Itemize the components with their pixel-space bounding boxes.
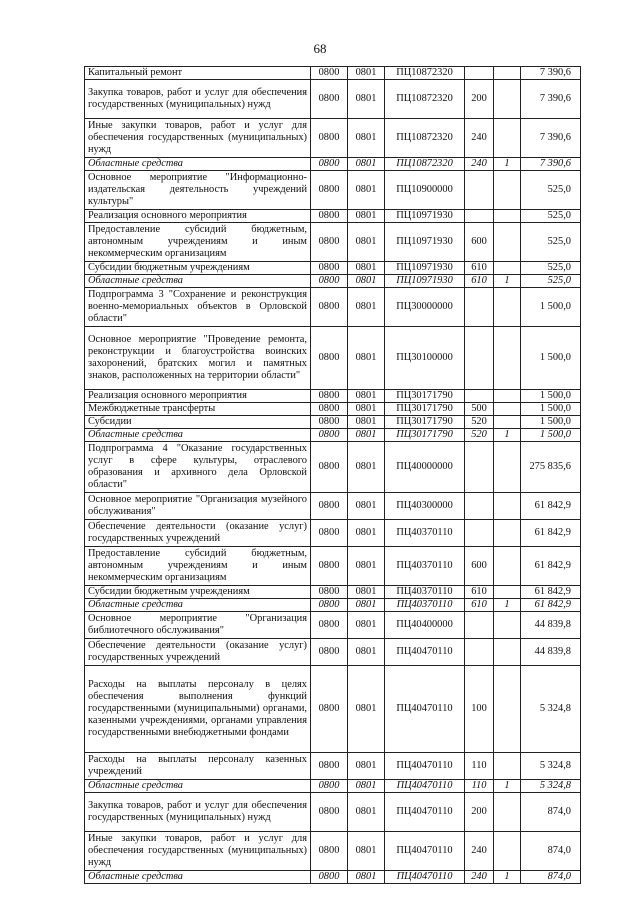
funding-source-code	[494, 753, 521, 780]
expense-type-code: 520	[465, 429, 494, 442]
subsection-code: 0801	[348, 442, 385, 493]
table-row	[85, 80, 581, 119]
funding-source-code: 1	[494, 158, 521, 171]
funding-source-code: 1	[494, 599, 521, 612]
target-article-code: ПЦ10971930	[385, 262, 465, 275]
target-article-code: ПЦ10872320	[385, 119, 465, 158]
amount: 525,0	[521, 171, 581, 210]
row-name: Подпрограмма 3 "Сохранение и реконструкция военно-мемориальных объектов в Орловской области"	[85, 288, 311, 327]
row-name: Областные средства	[85, 871, 311, 884]
amount: 874,0	[521, 832, 581, 871]
amount: 1 500,0	[521, 403, 581, 416]
row-name: Областные средства	[85, 158, 311, 171]
subsection-code: 0801	[348, 780, 385, 793]
subsection-code: 0801	[348, 612, 385, 639]
amount: 7 390,6	[521, 158, 581, 171]
table-row	[85, 158, 581, 171]
section-code: 0800	[311, 403, 348, 416]
expense-type-code	[465, 493, 494, 520]
section-code: 0800	[311, 288, 348, 327]
expense-type-code: 240	[465, 871, 494, 884]
target-article-code: ПЦ40470110	[385, 639, 465, 666]
expense-type-code	[465, 520, 494, 547]
amount: 874,0	[521, 793, 581, 832]
row-name: Капитальный ремонт	[85, 67, 311, 80]
target-article-code: ПЦ10872320	[385, 158, 465, 171]
expense-type-code: 600	[465, 547, 494, 586]
table-row	[85, 547, 581, 586]
table-row	[85, 793, 581, 832]
row-name: Предоставление субсидий бюджетным, автономным учреждениям и иным некоммерческим организациям	[85, 223, 311, 262]
row-name: Субсидии бюджетным учреждениям	[85, 262, 311, 275]
target-article-code: ПЦ40370110	[385, 547, 465, 586]
row-name: Закупка товаров, работ и услуг для обеспечения государственных (муниципальных) нужд	[85, 80, 311, 119]
expense-type-code	[465, 390, 494, 403]
table-row	[85, 753, 581, 780]
funding-source-code	[494, 210, 521, 223]
row-name: Основное мероприятие "Информационно-издательская деятельность учреждений культуры"	[85, 171, 311, 210]
subsection-code: 0801	[348, 275, 385, 288]
target-article-code: ПЦ30171790	[385, 390, 465, 403]
table-row	[85, 403, 581, 416]
table-row	[85, 429, 581, 442]
row-name: Расходы на выплаты персоналу в целях обеспечения выполнения функций государственными (муниципальными) органами, казенными учреждениями, органами управления государственными внебюджетными фондами	[85, 666, 311, 753]
row-name: Областные средства	[85, 780, 311, 793]
funding-source-code	[494, 403, 521, 416]
expense-type-code: 520	[465, 416, 494, 429]
expense-type-code: 240	[465, 832, 494, 871]
row-name: Реализация основного мероприятия	[85, 210, 311, 223]
section-code: 0800	[311, 547, 348, 586]
row-name: Подпрограмма 4 "Оказание государственных услуг в сфере культуры, отраслевого образования и архивного дела Орловской области"	[85, 442, 311, 493]
subsection-code: 0801	[348, 327, 385, 390]
target-article-code: ПЦ40470110	[385, 871, 465, 884]
target-article-code: ПЦ30000000	[385, 288, 465, 327]
target-article-code: ПЦ30100000	[385, 327, 465, 390]
row-name: Основное мероприятие "Проведение ремонта, реконструкции и благоустройства воинских захоронений, братских могил и памятных знаков, расположенных на территории области"	[85, 327, 311, 390]
funding-source-code	[494, 80, 521, 119]
subsection-code: 0801	[348, 871, 385, 884]
subsection-code: 0801	[348, 67, 385, 80]
subsection-code: 0801	[348, 288, 385, 327]
funding-source-code	[494, 327, 521, 390]
funding-source-code: 1	[494, 780, 521, 793]
expense-type-code: 240	[465, 119, 494, 158]
subsection-code: 0801	[348, 171, 385, 210]
table-row	[85, 416, 581, 429]
table-row	[85, 67, 581, 80]
table-row	[85, 612, 581, 639]
target-article-code: ПЦ40000000	[385, 442, 465, 493]
table-row	[85, 639, 581, 666]
table-row	[85, 275, 581, 288]
row-name: Областные средства	[85, 429, 311, 442]
amount: 5 324,8	[521, 753, 581, 780]
amount: 1 500,0	[521, 429, 581, 442]
amount: 525,0	[521, 210, 581, 223]
row-name: Закупка товаров, работ и услуг для обеспечения государственных (муниципальных) нужд	[85, 793, 311, 832]
section-code: 0800	[311, 832, 348, 871]
target-article-code: ПЦ40370110	[385, 586, 465, 599]
table-row	[85, 442, 581, 493]
target-article-code: ПЦ10971930	[385, 210, 465, 223]
table-row	[85, 599, 581, 612]
expense-type-code: 240	[465, 158, 494, 171]
funding-source-code	[494, 288, 521, 327]
row-name: Иные закупки товаров, работ и услуг для обеспечения государственных (муниципальных) нужд	[85, 119, 311, 158]
target-article-code: ПЦ30171790	[385, 403, 465, 416]
funding-source-code	[494, 586, 521, 599]
target-article-code: ПЦ40470110	[385, 753, 465, 780]
amount: 525,0	[521, 262, 581, 275]
section-code: 0800	[311, 262, 348, 275]
amount: 1 500,0	[521, 327, 581, 390]
target-article-code: ПЦ40470110	[385, 780, 465, 793]
subsection-code: 0801	[348, 429, 385, 442]
amount: 1 500,0	[521, 288, 581, 327]
funding-source-code: 1	[494, 871, 521, 884]
expense-type-code: 110	[465, 780, 494, 793]
funding-source-code	[494, 262, 521, 275]
subsection-code: 0801	[348, 223, 385, 262]
table-row	[85, 288, 581, 327]
funding-source-code	[494, 639, 521, 666]
subsection-code: 0801	[348, 599, 385, 612]
funding-source-code	[494, 390, 521, 403]
expense-type-code	[465, 639, 494, 666]
funding-source-code	[494, 416, 521, 429]
funding-source-code	[494, 493, 521, 520]
row-name: Обеспечение деятельности (оказание услуг) государственных учреждений	[85, 520, 311, 547]
expense-type-code: 610	[465, 275, 494, 288]
funding-source-code	[494, 223, 521, 262]
budget-table-body	[85, 67, 581, 884]
expense-type-code: 110	[465, 753, 494, 780]
amount: 44 839,8	[521, 639, 581, 666]
funding-source-code	[494, 547, 521, 586]
table-row	[85, 586, 581, 599]
amount: 61 842,9	[521, 586, 581, 599]
amount: 874,0	[521, 871, 581, 884]
section-code: 0800	[311, 223, 348, 262]
subsection-code: 0801	[348, 403, 385, 416]
target-article-code: ПЦ30171790	[385, 416, 465, 429]
section-code: 0800	[311, 599, 348, 612]
section-code: 0800	[311, 327, 348, 390]
funding-source-code	[494, 171, 521, 210]
target-article-code: ПЦ40370110	[385, 599, 465, 612]
section-code: 0800	[311, 158, 348, 171]
expense-type-code: 200	[465, 80, 494, 119]
row-name: Основное мероприятие "Организация библиотечного обслуживания"	[85, 612, 311, 639]
target-article-code: ПЦ40400000	[385, 612, 465, 639]
funding-source-code	[494, 793, 521, 832]
section-code: 0800	[311, 793, 348, 832]
subsection-code: 0801	[348, 586, 385, 599]
expense-type-code	[465, 612, 494, 639]
amount: 61 842,9	[521, 547, 581, 586]
target-article-code: ПЦ10971930	[385, 223, 465, 262]
section-code: 0800	[311, 442, 348, 493]
funding-source-code	[494, 666, 521, 753]
amount: 1 500,0	[521, 390, 581, 403]
subsection-code: 0801	[348, 158, 385, 171]
table-row	[85, 666, 581, 753]
section-code: 0800	[311, 612, 348, 639]
section-code: 0800	[311, 67, 348, 80]
funding-source-code: 1	[494, 429, 521, 442]
target-article-code: ПЦ10872320	[385, 80, 465, 119]
row-name: Реализация основного мероприятия	[85, 390, 311, 403]
subsection-code: 0801	[348, 80, 385, 119]
table-row	[85, 871, 581, 884]
section-code: 0800	[311, 780, 348, 793]
section-code: 0800	[311, 210, 348, 223]
funding-source-code	[494, 520, 521, 547]
amount: 61 842,9	[521, 493, 581, 520]
expense-type-code	[465, 171, 494, 210]
section-code: 0800	[311, 429, 348, 442]
expense-type-code	[465, 288, 494, 327]
row-name: Предоставление субсидий бюджетным, автономным учреждениям и иным некоммерческим организациям	[85, 547, 311, 586]
table-row	[85, 832, 581, 871]
table-row	[85, 780, 581, 793]
expense-type-code	[465, 210, 494, 223]
target-article-code: ПЦ40470110	[385, 793, 465, 832]
section-code: 0800	[311, 390, 348, 403]
expense-type-code: 100	[465, 666, 494, 753]
funding-source-code	[494, 832, 521, 871]
table-row	[85, 327, 581, 390]
target-article-code: ПЦ40300000	[385, 493, 465, 520]
section-code: 0800	[311, 80, 348, 119]
funding-source-code	[494, 612, 521, 639]
target-article-code: ПЦ40370110	[385, 520, 465, 547]
table-row	[85, 262, 581, 275]
target-article-code: ПЦ40470110	[385, 832, 465, 871]
table-row	[85, 223, 581, 262]
row-name: Межбюджетные трансферты	[85, 403, 311, 416]
amount: 44 839,8	[521, 612, 581, 639]
amount: 7 390,6	[521, 67, 581, 80]
table-row	[85, 493, 581, 520]
subsection-code: 0801	[348, 793, 385, 832]
amount: 7 390,6	[521, 80, 581, 119]
row-name: Субсидии бюджетным учреждениям	[85, 586, 311, 599]
section-code: 0800	[311, 493, 348, 520]
subsection-code: 0801	[348, 262, 385, 275]
section-code: 0800	[311, 520, 348, 547]
expense-type-code	[465, 442, 494, 493]
target-article-code: ПЦ10971930	[385, 275, 465, 288]
funding-source-code	[494, 119, 521, 158]
subsection-code: 0801	[348, 666, 385, 753]
row-name: Субсидии	[85, 416, 311, 429]
table-row	[85, 520, 581, 547]
section-code: 0800	[311, 586, 348, 599]
amount: 61 842,9	[521, 599, 581, 612]
section-code: 0800	[311, 416, 348, 429]
amount: 275 835,6	[521, 442, 581, 493]
section-code: 0800	[311, 119, 348, 158]
expense-type-code: 600	[465, 223, 494, 262]
amount: 1 500,0	[521, 416, 581, 429]
subsection-code: 0801	[348, 416, 385, 429]
target-article-code: ПЦ10900000	[385, 171, 465, 210]
row-name: Расходы на выплаты персоналу казенных учреждений	[85, 753, 311, 780]
amount: 5 324,8	[521, 780, 581, 793]
subsection-code: 0801	[348, 119, 385, 158]
amount: 7 390,6	[521, 119, 581, 158]
expense-type-code	[465, 67, 494, 80]
subsection-code: 0801	[348, 210, 385, 223]
amount: 61 842,9	[521, 520, 581, 547]
expense-type-code	[465, 327, 494, 390]
expense-type-code: 610	[465, 586, 494, 599]
row-name: Областные средства	[85, 275, 311, 288]
funding-source-code	[494, 442, 521, 493]
page-number: 68	[313, 41, 327, 56]
amount: 5 324,8	[521, 666, 581, 753]
subsection-code: 0801	[348, 639, 385, 666]
target-article-code: ПЦ30171790	[385, 429, 465, 442]
section-code: 0800	[311, 753, 348, 780]
table-row	[85, 119, 581, 158]
target-article-code: ПЦ10872320	[385, 67, 465, 80]
expense-type-code: 500	[465, 403, 494, 416]
expense-type-code: 200	[465, 793, 494, 832]
row-name: Иные закупки товаров, работ и услуг для обеспечения государственных (муниципальных) нужд	[85, 832, 311, 871]
table-row	[85, 210, 581, 223]
section-code: 0800	[311, 871, 348, 884]
subsection-code: 0801	[348, 493, 385, 520]
amount: 525,0	[521, 275, 581, 288]
subsection-code: 0801	[348, 520, 385, 547]
expense-type-code: 610	[465, 599, 494, 612]
section-code: 0800	[311, 275, 348, 288]
subsection-code: 0801	[348, 390, 385, 403]
subsection-code: 0801	[348, 753, 385, 780]
table-row	[85, 171, 581, 210]
subsection-code: 0801	[348, 547, 385, 586]
budget-table	[84, 66, 581, 884]
row-name: Обеспечение деятельности (оказание услуг) государственных учреждений	[85, 639, 311, 666]
section-code: 0800	[311, 171, 348, 210]
section-code: 0800	[311, 666, 348, 753]
funding-source-code: 1	[494, 275, 521, 288]
target-article-code: ПЦ40470110	[385, 666, 465, 753]
funding-source-code	[494, 67, 521, 80]
section-code: 0800	[311, 639, 348, 666]
subsection-code: 0801	[348, 832, 385, 871]
amount: 525,0	[521, 223, 581, 262]
table-row	[85, 390, 581, 403]
row-name: Областные средства	[85, 599, 311, 612]
expense-type-code: 610	[465, 262, 494, 275]
row-name: Основное мероприятие "Организация музейного обслуживания"	[85, 493, 311, 520]
